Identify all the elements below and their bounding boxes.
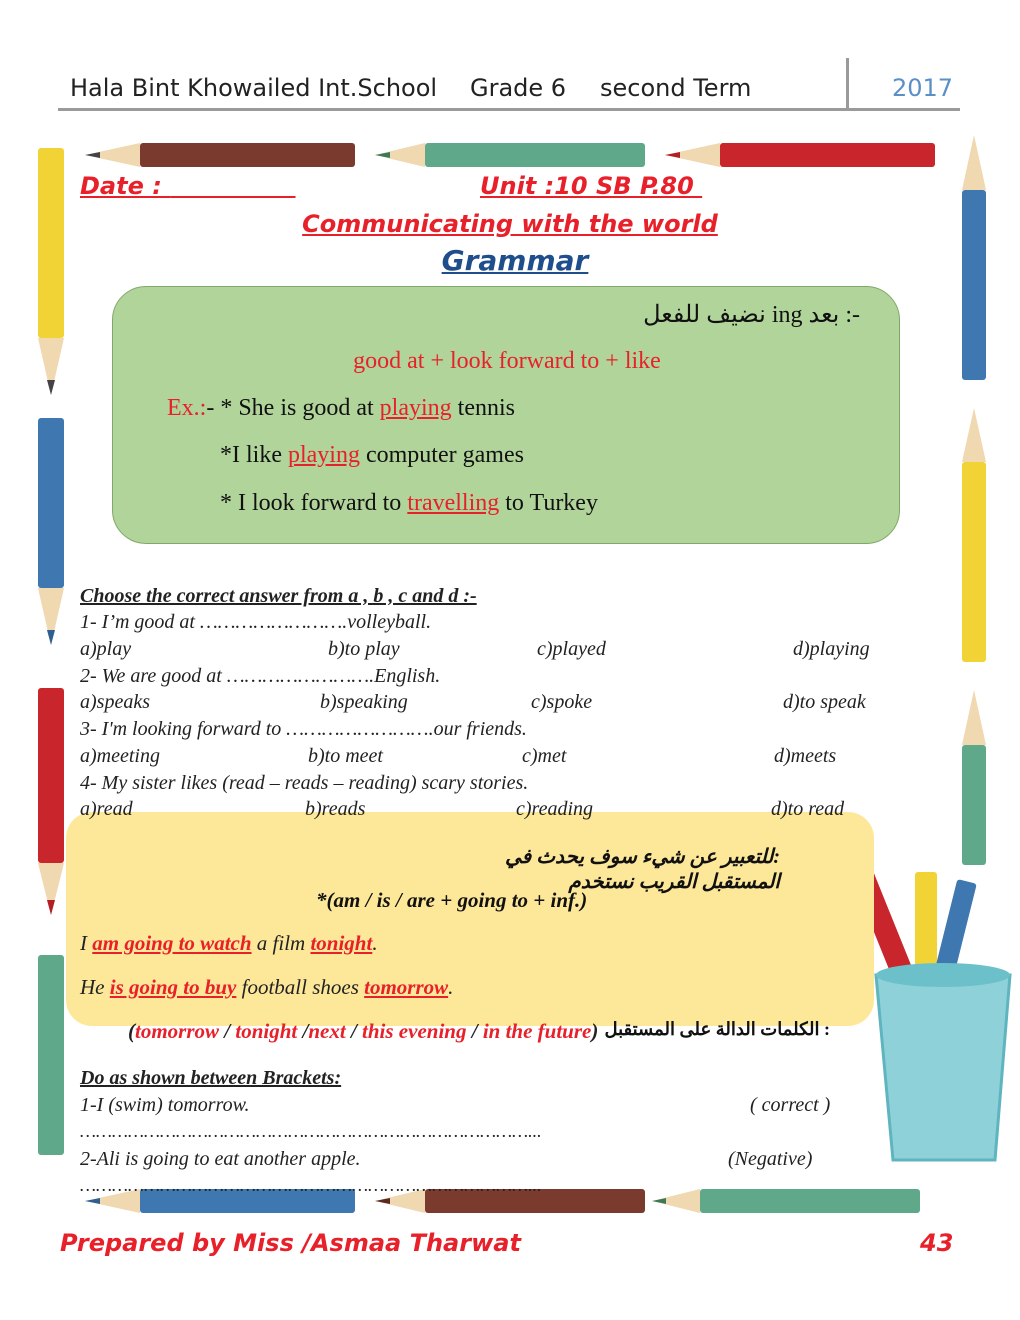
- example-time-word: tonight: [310, 931, 373, 955]
- option-1d[interactable]: d)playing: [793, 638, 870, 660]
- answer-line-2[interactable]: …………………………………………………………………………...: [80, 1175, 542, 1195]
- question-2: 2- We are good at …………………….English.: [80, 665, 441, 687]
- time-word: tonight: [235, 1019, 298, 1043]
- example-1: [167, 395, 515, 422]
- option-4d[interactable]: d)to read: [771, 798, 845, 820]
- time-words-list: (tomorrow / tonight /next / this evening / in the future): [128, 1019, 599, 1043]
- page-number: 43: [920, 1229, 954, 1257]
- option-4b[interactable]: b)reads: [305, 798, 366, 820]
- example-time-word: tomorrow: [364, 975, 449, 999]
- lesson-subtitle: Communicating with the world: [302, 210, 718, 238]
- pencil-yellow-right-icon: [962, 408, 986, 662]
- year-label: 2017: [892, 74, 954, 102]
- going-to-example-1: [80, 931, 378, 956]
- example-text: tennis: [451, 395, 515, 421]
- example-verb: am going to watch: [92, 931, 252, 955]
- pencil-green-top-icon: [375, 143, 645, 167]
- option-1c[interactable]: c)played: [537, 638, 606, 660]
- pencil-green-left-icon: [38, 955, 64, 1155]
- example-prefix: Ex.:: [167, 395, 207, 421]
- example-text: - * She is good at: [206, 395, 380, 421]
- pencil-green-bottom-icon: [652, 1189, 920, 1213]
- example-verb: is going to buy: [109, 975, 237, 999]
- example-text: computer games: [359, 442, 524, 468]
- option-1a[interactable]: a)play: [80, 638, 132, 660]
- grade-label: Grade 6: [470, 74, 567, 102]
- option-4c[interactable]: c)reading: [516, 798, 594, 820]
- pencil-blue-left-icon: [38, 418, 64, 645]
- example-verb: playing: [287, 442, 360, 468]
- arabic-rule-going-to: :للتعبير عن شيء سوف يحدث في المستقبل القريب نستخدم: [504, 846, 780, 893]
- exercise2-item-1: 1-I (swim) tomorrow.: [80, 1094, 250, 1116]
- time-word: in the future: [482, 1019, 592, 1043]
- prepared-by: Prepared by Miss /Asmaa Tharwat: [60, 1229, 521, 1257]
- going-to-example-2: [80, 975, 453, 1000]
- option-2a[interactable]: a)speaks: [80, 691, 150, 713]
- example-2: [220, 442, 524, 469]
- time-word: tomorrow: [135, 1019, 220, 1043]
- arabic-rule-ing: -: بعد ing نضيف للفعل: [643, 302, 860, 328]
- pencil-brown-top-icon: [85, 143, 355, 167]
- option-3d[interactable]: d)meets: [774, 745, 837, 767]
- date-blank: [170, 172, 295, 200]
- option-3c[interactable]: c)met: [522, 745, 567, 767]
- pencil-green-right-icon: [962, 690, 986, 865]
- question-3: 3- I'm looking forward to …………………….our friends.: [80, 718, 527, 740]
- pencil-cup-icon: [852, 870, 1010, 1160]
- arabic-signal-words: : الكلمات الدالة على المستقبل: [604, 1019, 830, 1039]
- example-text: to Turkey: [499, 490, 598, 516]
- example-text: a film: [251, 931, 311, 955]
- unit-label: Unit :10 SB P.80: [480, 172, 703, 200]
- option-1b[interactable]: b)to play: [328, 638, 400, 660]
- example-verb: playing: [379, 395, 452, 421]
- example-text: *I like: [220, 442, 288, 468]
- example-text: .: [372, 931, 378, 955]
- grammar-rule: good at + look forward to + like: [353, 348, 661, 374]
- example-3: [220, 490, 598, 517]
- pencil-red-left-icon: [38, 688, 64, 915]
- exercise2-hint-1: ( correct ): [750, 1094, 831, 1116]
- date-field: [80, 172, 296, 200]
- time-word: this evening: [362, 1019, 467, 1043]
- option-2c[interactable]: c)spoke: [531, 691, 593, 713]
- example-text: football shoes: [236, 975, 365, 999]
- example-text: .: [448, 975, 454, 999]
- option-2b[interactable]: b)speaking: [320, 691, 408, 713]
- answer-line-1[interactable]: …………………………………………………………………………...: [80, 1121, 542, 1141]
- pencil-red-top-icon: [665, 143, 935, 167]
- option-2d[interactable]: d)to speak: [783, 691, 866, 713]
- option-3b[interactable]: b)to meet: [308, 745, 383, 767]
- school-name: Hala Bint Khowailed Int.School: [70, 74, 438, 102]
- option-3a[interactable]: a)meeting: [80, 745, 160, 767]
- question-1: 1- I’m good at …………………….volleyball.: [80, 611, 432, 633]
- date-label: Date :: [80, 172, 171, 200]
- section-title: Grammar: [441, 244, 589, 277]
- example-text: He: [80, 975, 110, 999]
- option-4a[interactable]: a)read: [80, 798, 133, 820]
- exercise2-item-2: 2-Ali is going to eat another apple.: [80, 1148, 361, 1170]
- exercise1-instruction: Choose the correct answer from a , b , c and d :-: [80, 585, 477, 607]
- term-label: second Term: [600, 74, 752, 102]
- example-text: * I look forward to: [220, 490, 408, 516]
- going-to-formula: *(am / is / are + going to + inf.): [316, 888, 588, 912]
- example-text: I: [80, 931, 93, 955]
- exercise2-hint-2: (Negative): [728, 1148, 813, 1170]
- exercise2-instruction: Do as shown between Brackets:: [80, 1067, 342, 1089]
- question-4: 4- My sister likes (read – reads – reading) scary stories.: [80, 772, 529, 794]
- example-verb: travelling: [407, 490, 500, 516]
- time-word: next: [308, 1019, 346, 1043]
